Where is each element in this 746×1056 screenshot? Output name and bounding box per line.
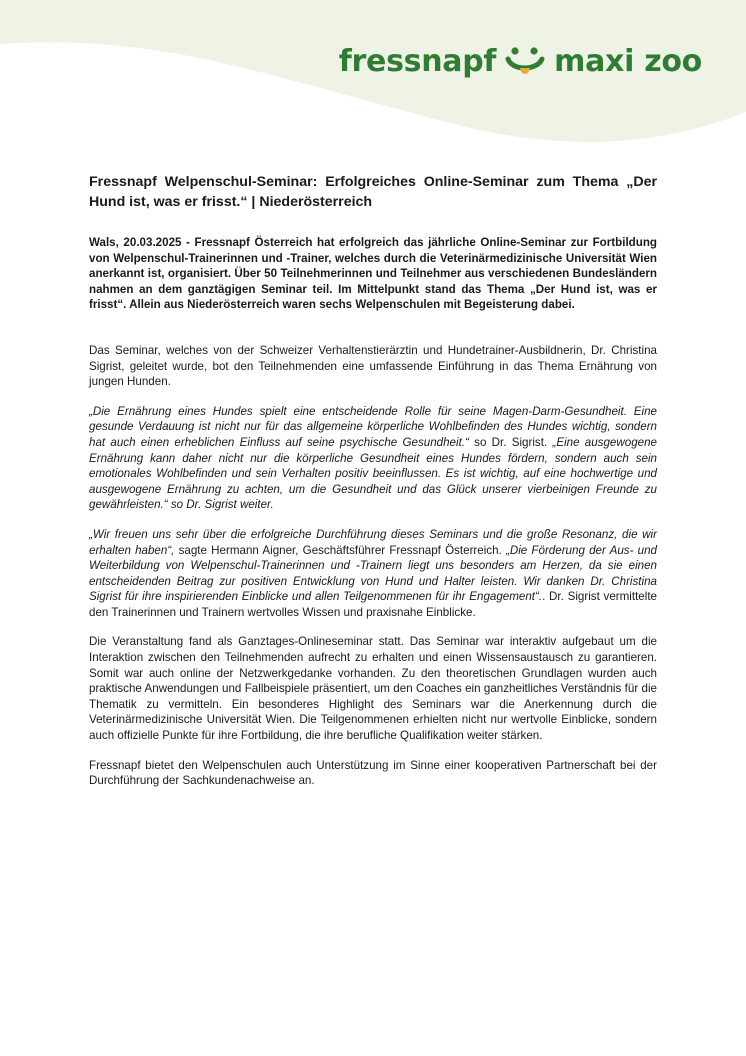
press-release-body xyxy=(89,172,657,803)
quote-aigner-1: „Wir freuen uns sehr über die erfolgreiche Durchführung dieses Seminars und die große Resonanz, die wir erhalten haben“, xyxy=(89,527,657,557)
paragraph-event-details: Die Veranstaltung fand als Ganztages-Onlineseminar statt. Das Seminar war interaktiv aufgebaut um die Interaktion zwischen den Teilnehmenden aufrecht zu erhalten und einen Wissensaustausch zu garantieren. Somit war auch online der Netzwerkgedanke vorhanden. Zu den theoretischen Grundlagen wurden auch praktische Anwendungen und Fallbeispiele präsentiert, um den Coaches ein ganzheitliches Verständnis für die Thematik zu vermitteln. Ein besonderes Highlight des Seminars war die Anerkennung durch die Veterinärmedizinische Universität Wien. Die Teilgenommenen erhielten nicht nur wertvolle Einblicke, sondern auch offizielle Punkte für ihre Fortbildung, die ihre berufliche Qualifikation weiter stärken. xyxy=(89,635,657,743)
paragraph-sigrist-quote xyxy=(89,404,657,513)
quote-sigrist-2: „Eine ausgewogene Ernährung kann daher nicht nur die körperliche Gesundheit eines Hundes fördern, sondern auch sein emotionales Wohlbefinden und sein Verhalten positiv beeinflussen. Es ist wichtig, auf eine hochwertige und ausgewogene Ernährung zu achten, um die Gesundheit und das Glück unserer vierbeinigen Freunde zu gewährleisten.“ so Dr. Sigrist weiter. xyxy=(89,435,657,512)
quote-attribution-sigrist: so Dr. Sigrist. xyxy=(468,435,553,449)
paragraph-aigner-end: . Dr. Sigrist vermittelte den Trainerinnen und Trainern wertvolles Wissen und praxisnahe Einblicke. xyxy=(89,590,657,619)
smiling-face-logo-icon xyxy=(504,44,546,80)
quote-sigrist-1: „Die Ernährung eines Hundes spielt eine entscheidende Rolle für seine Magen-Darm-Gesundheit. Eine gesunde Verdauung ist nicht nur für das allgemeine körperliche Wohlbefinden des Hundes wichtig, sondern hat auch einen erheblichen Einfluss auf seine psychische Gesundheit.“ xyxy=(89,404,657,449)
paragraph-partnership: Fressnapf bietet den Welpenschulen auch Unterstützung im Sinne einer kooperativen Partnerschaft bei der Durchführung der Sachkundenachweise an. xyxy=(89,758,657,788)
brand-logo xyxy=(339,44,702,80)
quote-attribution-aigner: sagte Hermann Aigner, Geschäftsführer Fressnapf Österreich. xyxy=(174,543,506,557)
paragraph-seminar-intro: Das Seminar, welches von der Schweizer Verhaltenstierärztin und Hundetrainer-Ausbildnerin, Dr. Christina Sigrist, geleitet wurde, bot den Teilnehmenden eine umfassende Einführung in das Thema Ernährung von jungen Hunden. xyxy=(89,343,657,389)
article-lead: Wals, 20.03.2025 - Fressnapf Österreich hat erfolgreich das jährliche Online-Seminar zur Fortbildung von Welpenschul-Trainerinnen und -Trainer, welches durch die Veterinärmedizinische Universität Wien anerkannt ist, organisiert. Über 50 Teilnehmerinnen und Teilnehmer aus verschiedenen Bundesländern nahmen an dem ganztägigen Seminar teil. Im Mittelpunkt stand das Thema „Der Hund ist, was er frisst“. Allein aus Niederösterreich waren sechs Welpenschulen mit Begeisterung dabei. xyxy=(89,236,657,312)
quote-aigner-2: „Die Förderung der Aus- und Weiterbildung von Welpenschul-Trainerinnen und -Trainern liegt uns besonders am Herzen, da sie einen entscheidenden Beitrag zur positiven Entwicklung von Hund und Halter leisten. Wir danken Dr. Christina Sigrist für ihre inspirierenden Einblicke und allen Teilgenommenen für ihr Engagement“. xyxy=(89,543,657,604)
logo-text-fressnapf: fressnapf xyxy=(338,44,497,79)
paragraph-aigner-quote xyxy=(89,527,657,621)
logo-text-maxi-zoo: maxi zoo xyxy=(554,44,702,79)
article-title: Fressnapf Welpenschul-Seminar: Erfolgreiches Online-Seminar zum Thema „Der Hund ist, was er frisst.“ | Niederösterreich xyxy=(89,174,657,210)
